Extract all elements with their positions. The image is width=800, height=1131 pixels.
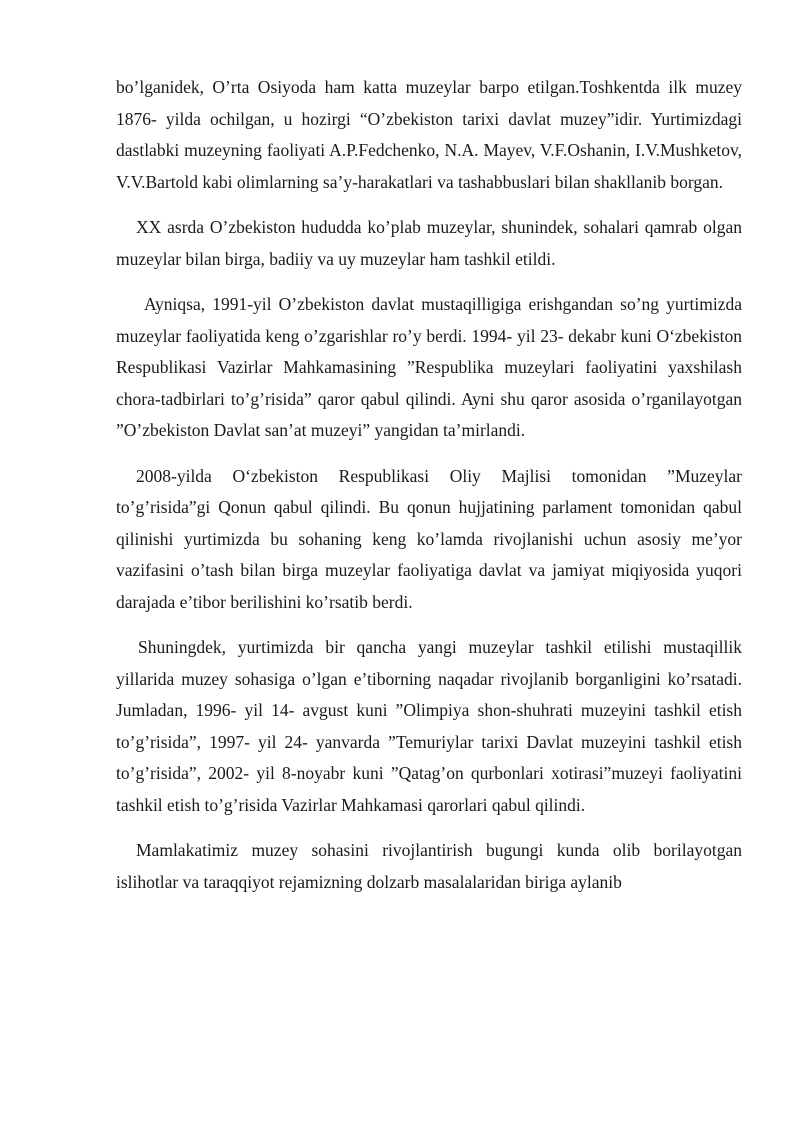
paragraph-3: Ayniqsa, 1991-yil O’zbekiston davlat mustaqilligiga erishgandan so’ng yurtimizda muzeylar faoliyatida keng o’zgarishlar ro’y berdi. 1994- yil 23- dekabr kuni O‘zbekiston Respublikasi Vazirlar Mahkamasining ”Respublika muzeylari faoliyatini yaxshilash chora-tadbirlari to’g’risida” qaror qabul qilindi. Ayni shu qaror asosida o’rganilayotgan ”O’zbekiston Davlat san’at muzeyi” yangidan ta’mirlandi. (116, 294, 742, 440)
paragraph-2: XX asrda O’zbekiston hududda ko’plab muzeylar, shunindek, sohalari qamrab olgan muzeylar bilan birga, badiiy va uy muzeylar ham tashkil etildi. (116, 217, 742, 269)
paragraph-5: Shuningdek, yurtimizda bir qancha yangi muzeylar tashkil etilishi mustaqillik yillarida muzey sohasiga o’lgan e’tiborning naqadar rivojlanib borganligini ko’rsatadi. Jumladan, 1996- yil 14- avgust kuni ”Olimpiya shon-shuhrati muzeyini tashkil etish to’g’risida”, 1997- yil 24- yanvarda ”Temuriylar tarixi Davlat muzeyini tashkil etish to’g’risida”, 2002- yil 8-noyabr kuni ”Qatag’on qurbonlari xotirasi”muzeyi faoliyatini tashkil etish to’g’risida Vazirlar Mahkamasi qarorlari qabul qilindi. (116, 637, 742, 815)
paragraph-4: 2008-yilda O‘zbekiston Respublikasi Oliy Majlisi tomonidan ”Muzeylar to’g’risida”gi Qonun qabul qilindi. Bu qonun hujjatining parlament tomonidan qabul qilinishi yurtimizda bu sohaning keng ko’lamda rivojlanishi uchun asosiy me’yor vazifasini o’tash bilan birga muzeylar faoliyatiga davlat va jamiyat miqiyosida yuqori darajada e’tibor berilishini ko’rsatib berdi. (116, 465, 742, 612)
document-page (116, 72, 742, 898)
paragraph-1: bo’lganidek, O’rta Osiyoda ham katta muzeylar barpo etilgan.Toshkentda ilk muzey 1876- yilda ochilgan, u hozirgi “O’zbekiston tarixi davlat muzey”idir. Yurtimizdagi dastlabki muzeyning faoliyati A.P.Fedchenko, N.A. Mayev, V.F.Oshanin, I.V.Mushketov, V.V.Bartold kabi olimlarning sa’y-harakatlari va tashabbuslari bilan shakllanib borgan. (116, 77, 742, 192)
paragraph-6: Mamlakatimiz muzey sohasini rivojlantirish bugungi kunda olib borilayotgan islihotlar va taraqqiyot rejamizning dolzarb masalalaridan biriga aylanib (116, 840, 742, 892)
